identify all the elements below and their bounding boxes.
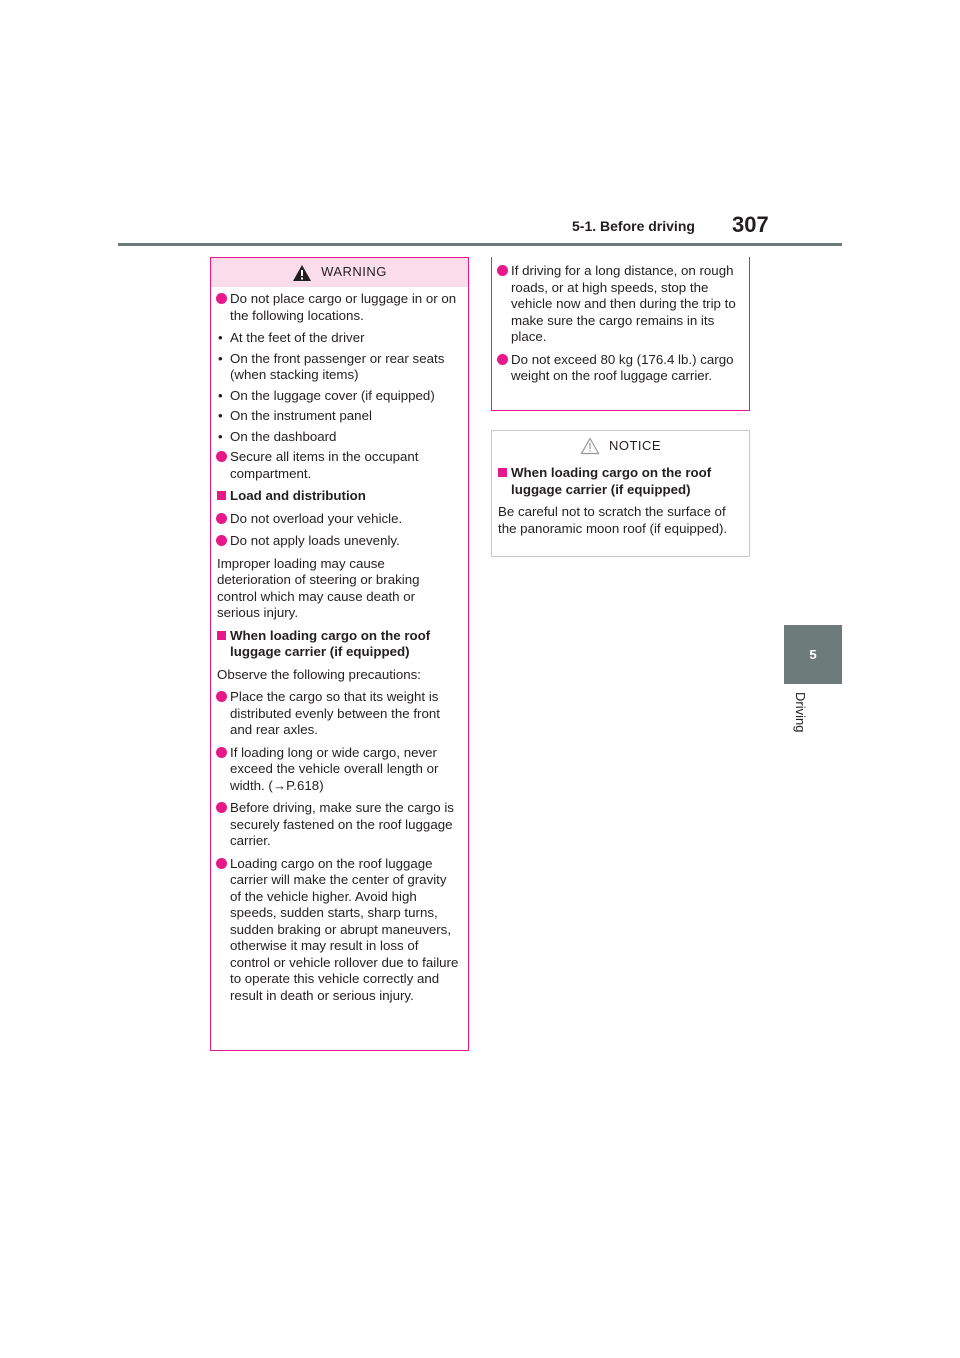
notice-title: NOTICE (608, 437, 662, 453)
caution-triangle-icon (580, 437, 600, 455)
bullet-text: Do not overload your vehicle. (230, 510, 403, 526)
subheading (217, 628, 460, 661)
square-marker-icon (217, 631, 226, 640)
chapter-tab[interactable] (784, 625, 842, 684)
bullet-item (217, 856, 460, 1005)
page-number: 307 (732, 212, 769, 237)
bullet-dot-icon (216, 451, 227, 462)
bullet-item (217, 689, 460, 739)
bullet-item (217, 291, 460, 324)
sub-item-text: On the front passenger or rear seats (when stacking items) (230, 350, 445, 382)
sub-bullet-icon: • (218, 330, 223, 345)
bullet-text: Before driving, make sure the cargo is securely fastened on the roof luggage carrier. (230, 800, 454, 848)
bullet-text: Secure all items in the occupant compartment. (230, 449, 419, 481)
sub-item (217, 330, 460, 347)
square-marker-icon (217, 491, 226, 500)
bullet-item (498, 263, 741, 346)
warning-triangle-icon (292, 264, 312, 282)
paragraph-text: Improper loading may cause deterioration of steering or braking control which may cause death or serious injury. (217, 555, 420, 620)
bullet-item (217, 449, 460, 482)
bullet-dot-icon (216, 535, 227, 546)
bullet-text: Place the cargo so that its weight is distributed evenly between the front and rear axles. (230, 689, 440, 737)
sub-item-text: On the instrument panel (230, 408, 372, 423)
sub-item-text: On the dashboard (230, 428, 337, 444)
sub-item (217, 388, 460, 405)
sub-bullet-icon: • (218, 408, 223, 423)
sub-item-text: On the luggage cover (if equipped) (230, 387, 435, 403)
bullet-text: Do not exceed 80 kg (176.4 lb.) cargo weight on the roof luggage carrier. (511, 351, 734, 383)
bullet-dot-icon (216, 293, 227, 304)
bullet-dot-icon (216, 802, 227, 813)
sub-item-text: At the feet of the driver (230, 330, 365, 345)
bullet-dot-icon (497, 265, 508, 276)
warning-box (210, 257, 469, 1051)
paragraph-text: Observe the following precautions: (217, 666, 421, 682)
notice-body (492, 461, 749, 551)
warning-continued-body (492, 257, 749, 399)
bullet-text: Do not place cargo or luggage in or on the following locations. (230, 291, 457, 323)
paragraph (217, 667, 460, 684)
sub-item (217, 351, 460, 384)
bullet-dot-icon (216, 747, 227, 758)
header-rule (118, 243, 842, 246)
bullet-dot-icon (216, 691, 227, 702)
warning-body (211, 287, 468, 1018)
subheading (217, 488, 460, 505)
bullet-text: If driving for a long distance, on rough roads, or at high speeds, stop the vehicle now and then during the trip to make sure the cargo remains in its place. (511, 263, 736, 344)
chapter-number: 5 (809, 647, 817, 662)
notice-header (492, 431, 749, 461)
warning-title: WARNING (321, 264, 387, 280)
sub-item (217, 408, 460, 425)
section-title: 5-1. Before driving (572, 218, 695, 234)
bullet-item (217, 533, 460, 550)
subheading-text: When loading cargo on the roof luggage carrier (if equipped) (230, 627, 431, 659)
paragraph (498, 504, 741, 537)
notice-box (491, 430, 750, 557)
subheading-text: When loading cargo on the roof luggage carrier (if equipped) (511, 465, 712, 497)
subheading (498, 465, 741, 498)
bullet-item (217, 745, 460, 795)
sub-bullet-icon: • (218, 350, 223, 366)
bullet-text: If loading long or wide cargo, never exceed the vehicle overall length or width. (→P.618) (230, 744, 439, 793)
bullet-text: Do not apply loads unevenly. (230, 533, 400, 548)
sub-item (217, 429, 460, 446)
warning-continued-box (491, 257, 750, 411)
bullet-text: Loading cargo on the roof luggage carrier will make the center of gravity of the vehicle higher. Avoid high speeds, sudden starts, sharp turns, sudden braking or abrupt maneuvers, otherwise it may result in loss of control or vehicle rollover due to failure to operate this vehicle correctly and result in death or serious injury. (230, 855, 459, 1003)
bullet-item (217, 511, 460, 528)
warning-header (211, 258, 468, 287)
bullet-item (217, 800, 460, 850)
bullet-item (498, 352, 741, 385)
square-marker-icon (498, 468, 507, 477)
bullet-dot-icon (497, 354, 508, 365)
subheading-text: Load and distribution (230, 488, 366, 503)
sub-bullet-icon: • (218, 387, 223, 403)
paragraph (217, 556, 460, 622)
bullet-dot-icon (216, 513, 227, 524)
chapter-title: Driving (793, 692, 808, 733)
bullet-dot-icon (216, 858, 227, 869)
paragraph-text: Be careful not to scratch the surface of the panoramic moon roof (if equipped). (498, 504, 728, 536)
sub-bullet-icon: • (218, 428, 223, 444)
